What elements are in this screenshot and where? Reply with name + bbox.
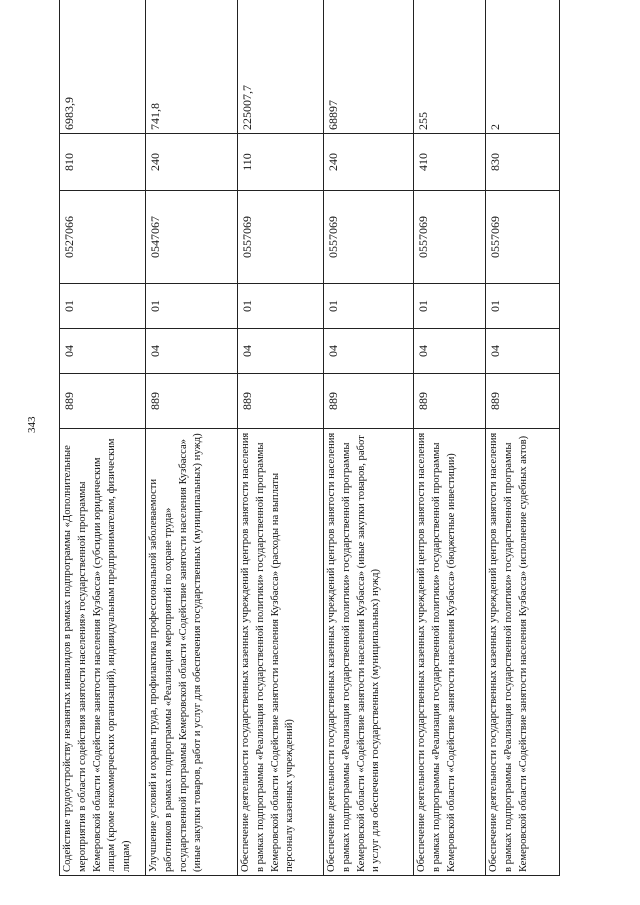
table-row <box>414 0 486 876</box>
row-section-code: 04 <box>324 329 414 374</box>
row-description: Обеспечение деятельности государственных казенных учреждений центров занятости населения в рамках подпрограммы «Реализация государственной политики» государственной программы Кемеровской области «Содействие занятости населения Кузбасса» (бюджетные инвестиции) <box>414 429 486 876</box>
row-admin-code: 889 <box>414 374 486 429</box>
row-target-code: 0547067 <box>146 191 238 284</box>
row-description: Улучшение условий и охраны труда, профилактика профессиональной заболеваемости работников в рамках подпрограммы «Реализация мероприятий по охране труда» государственной программы Кемеровской области «Содействие занятости населения Кузбасса» (иные закупки товаров, работ и услуг для обеспечения государственных (муниципальных) нужд) <box>146 429 238 876</box>
row-amount: 225007,7 <box>238 0 324 134</box>
row-section-code: 04 <box>486 329 560 374</box>
row-subsection-code: 01 <box>60 284 146 329</box>
row-admin-code: 889 <box>238 374 324 429</box>
row-target-code: 0557069 <box>414 191 486 284</box>
table-row <box>324 0 414 876</box>
rotated-page-content <box>59 32 559 876</box>
row-section-code: 04 <box>60 329 146 374</box>
row-expense-type-code: 110 <box>238 134 324 191</box>
row-section-code: 04 <box>146 329 238 374</box>
row-target-code: 0557069 <box>486 191 560 284</box>
row-subsection-code: 01 <box>238 284 324 329</box>
row-amount: 6983,9 <box>60 0 146 134</box>
row-subsection-code: 01 <box>486 284 560 329</box>
budget-table <box>59 0 560 876</box>
table-row <box>146 0 238 876</box>
row-admin-code: 889 <box>146 374 238 429</box>
row-target-code: 0527066 <box>60 191 146 284</box>
row-target-code: 0557069 <box>324 191 414 284</box>
row-admin-code: 889 <box>324 374 414 429</box>
row-expense-type-code: 810 <box>60 134 146 191</box>
row-description: Обеспечение деятельности государственных казенных учреждений центров занятости населения в рамках подпрограммы «Реализация государственной политики» государственной программы Кемеровской области «Содействие занятости населения Кузбасса» (расходы на выплаты персоналу казенных учреждений) <box>238 429 324 876</box>
row-expense-type-code: 830 <box>486 134 560 191</box>
row-subsection-code: 01 <box>146 284 238 329</box>
row-subsection-code: 01 <box>324 284 414 329</box>
table-row <box>486 0 560 876</box>
row-amount: 255 <box>414 0 486 134</box>
row-expense-type-code: 410 <box>414 134 486 191</box>
row-target-code: 0557069 <box>238 191 324 284</box>
row-description: Обеспечение деятельности государственных казенных учреждений центров занятости населения в рамках подпрограммы «Реализация государственной политики» государственной программы Кемеровской области «Содействие занятости населения Кузбасса» (иные закупки товаров, работ и услуг для обеспечения государственных (муниципальных) нужд) <box>324 429 414 876</box>
row-amount: 2 <box>486 0 560 134</box>
row-description: Содействие трудоустройству незанятых инвалидов в рамках подпрограммы «Дополнительные мероприятия в области содействия занятости населения» государственной программы Кемеровской области «Содействие занятости населения Кузбасса» (субсидии юридическим лицам (кроме некоммерческих организаций), индивидуальным предпринимателям, физическим лицам) <box>60 429 146 876</box>
row-subsection-code: 01 <box>414 284 486 329</box>
row-amount: 68897 <box>324 0 414 134</box>
row-section-code: 04 <box>414 329 486 374</box>
row-amount: 741,8 <box>146 0 238 134</box>
row-expense-type-code: 240 <box>324 134 414 191</box>
table-row <box>60 0 146 876</box>
row-section-code: 04 <box>238 329 324 374</box>
table-row <box>238 0 324 876</box>
page-number: 343 <box>26 416 38 433</box>
row-description: Обеспечение деятельности государственных казенных учреждений центров занятости населения в рамках подпрограммы «Реализация государственной политики» государственной программы Кемеровской области «Содействие занятости населения Кузбасса» (исполнение судебных актов) <box>486 429 560 876</box>
row-admin-code: 889 <box>486 374 560 429</box>
row-admin-code: 889 <box>60 374 146 429</box>
row-expense-type-code: 240 <box>146 134 238 191</box>
